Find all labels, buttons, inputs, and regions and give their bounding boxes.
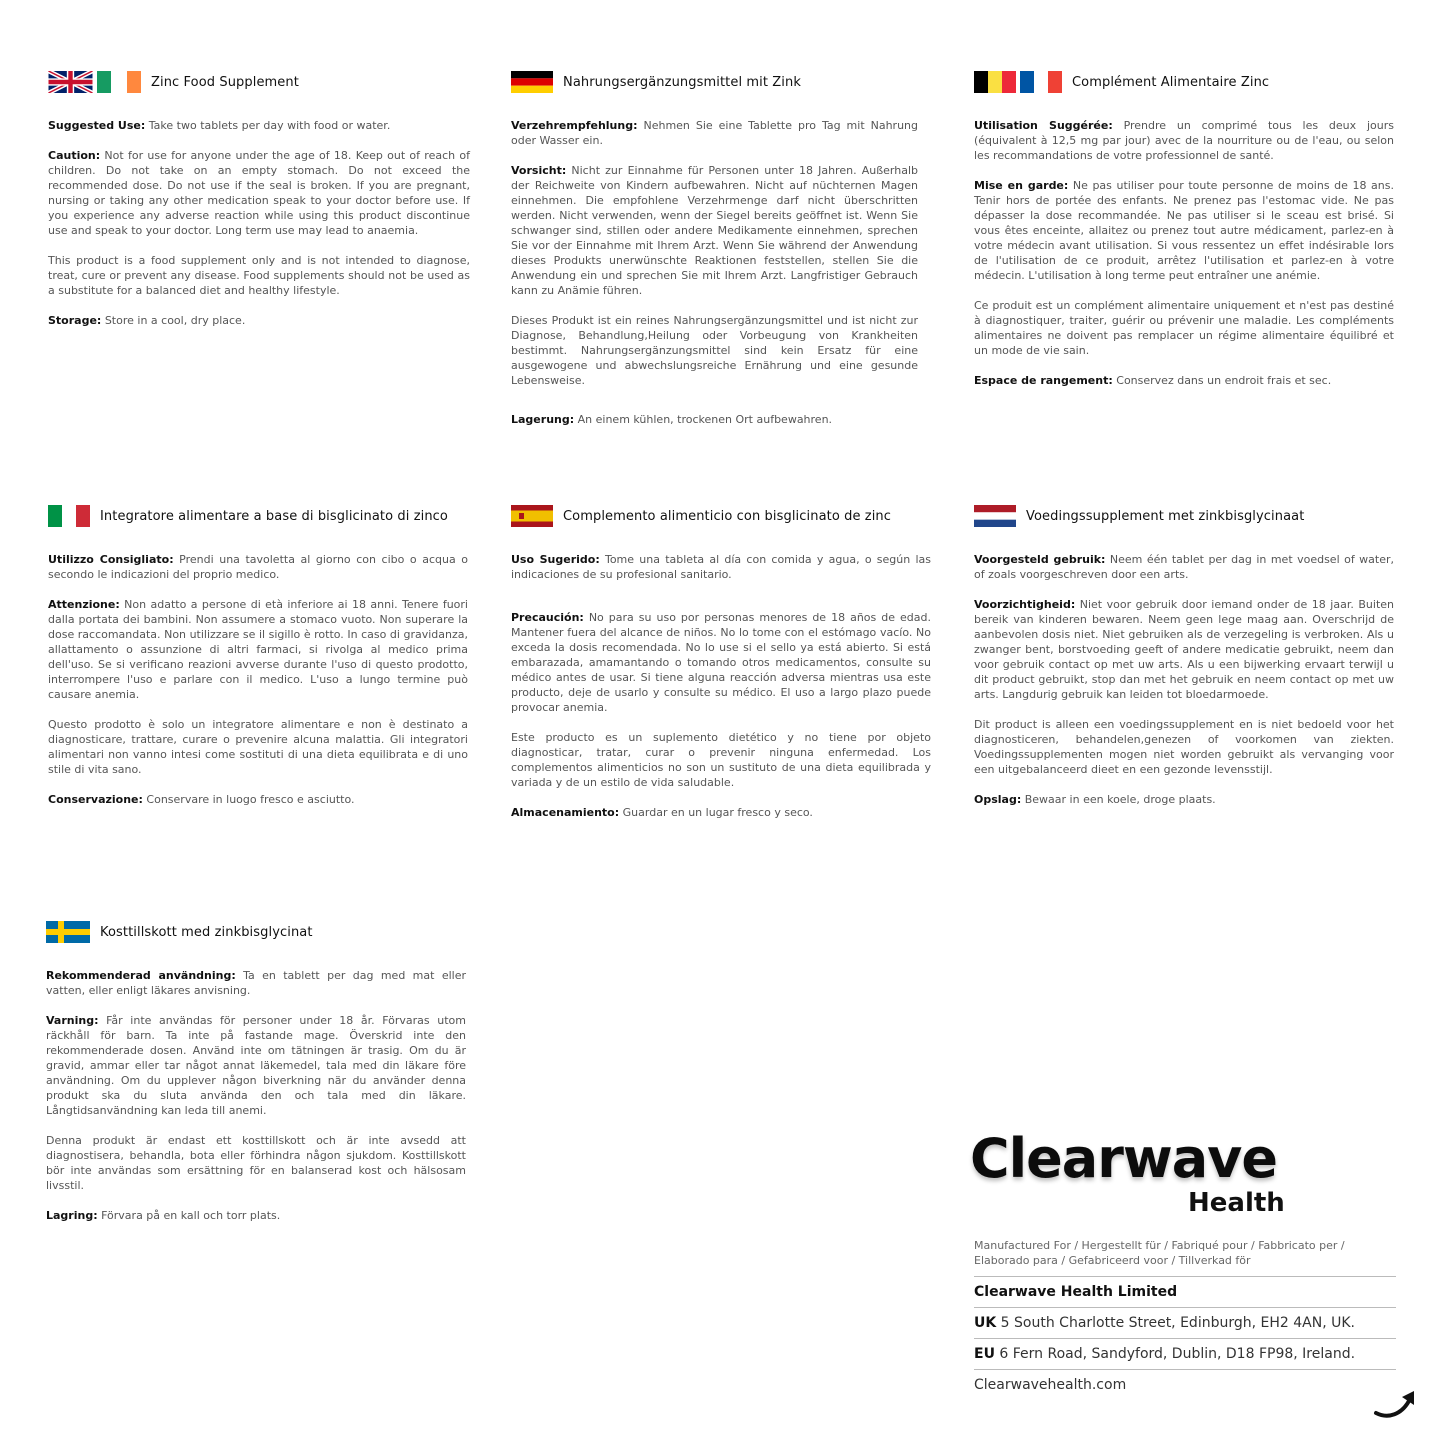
flags [511, 71, 553, 93]
suggested-use: Rekommenderad användning: Ta en tablett per dag med mat eller vatten, eller enligt läkares anvisning. [46, 969, 466, 997]
disclaimer: This product is a food supplement only and is not intended to diagnose, treat, cure or prevent any disease. Food supplements should not be used as a substitute for a balanced diet and healthy lifestyle. [48, 254, 470, 297]
curved-arrow-icon [1372, 1385, 1422, 1421]
suggested-use: Suggested Use: Take two tablets per day with food or water. [48, 119, 391, 132]
section-header [974, 68, 1394, 96]
caution: Mise en garde: Ne pas utiliser pour toute personne de moins de 18 ans. Tenir hors de portée des enfants. Ne prenez pas l'estomac vide. Ne pas dépasser la dose recommandée. Ne pas utiliser si le sceau est brisé. Si vous êtes enceinte, allaitez ou prenez tout autre médicament, parlez-en à votre médecin avant utilisation. Si vous ressentez un effet indésirable lors de l'utilisation de ce produit, arrêtez l'utilisation et parlez-en à votre médecin. L'utilisation à long terme peut entraîner une anémie. [974, 179, 1394, 282]
uk-flag-icon [48, 71, 93, 93]
disclaimer: Denna produkt är endast ett kosttillskott och är inte avsedd att diagnostisera, behandla, bota eller förhindra någon sjukdom. Kosttillskott bör inte användas som ersättning för en balanserad kost och hälsosam livsstil. [46, 1134, 466, 1192]
section-header [974, 502, 1394, 530]
brand-name: Clearwave [970, 1127, 1277, 1190]
flags [511, 505, 553, 527]
section-dutch [974, 502, 1394, 822]
flags [974, 505, 1016, 527]
section-title: Nahrungsergänzungsmittel mit Zink [563, 74, 801, 90]
section-header [48, 68, 470, 96]
france-flag-icon [1020, 71, 1062, 93]
section-title: Complément Alimentaire Zinc [1072, 74, 1270, 90]
belgium-flag-icon [974, 71, 1016, 93]
caution: Voorzichtigheid: Niet voor gebruik door iemand onder de 18 jaar. Buiten bereik van kinderen bewaren. Neem geen lege maag aan. Overschrijd de aanbevolen dosis niet. Niet gebruiken als de verzegeling is verbroken. Als u zwanger bent, borstvoeding geeft of andere medicatie gebruikt, neem dan voor gebruik contact op met uw arts. Als u een bijwerking ervaart terwijl u dit product gebruikt, stop dan met het gebruik en neem contact op met uw arts. Langdurig gebruik kan leiden tot bloedarmoede. [974, 598, 1394, 701]
flags [974, 71, 1062, 93]
section-spanish [511, 502, 931, 835]
suggested-use: Voorgesteld gebruik: Neem één tablet per dag in met voedsel of water, of zoals voorgeschreven door een arts. [974, 553, 1394, 581]
storage: Lagerung: An einem kühlen, trockenen Ort aufbewahren. [511, 413, 833, 426]
flags [48, 505, 90, 527]
section-header [46, 918, 466, 946]
section-italian [48, 502, 468, 822]
storage: Lagring: Förvara på en kall och torr plats. [46, 1209, 281, 1222]
section-title: Complemento alimenticio con bisglicinato de zinc [563, 508, 892, 524]
suggested-use: Verzehrempfehlung: Nehmen Sie eine Tablette pro Tag mit Nahrung oder Wasser ein. [511, 119, 918, 147]
brand-sub: Health [1188, 1188, 1285, 1218]
section-title: Kosttillskott med zinkbisglycinat [100, 924, 313, 940]
website-link[interactable]: Clearwavehealth.com [974, 1377, 1127, 1393]
disclaimer: Ce produit est un complément alimentaire uniquement et n'est pas destiné à diagnostiquer, traiter, guérir ou prévenir une maladie. Les compléments alimentaires ne doivent pas remplacer un régime alimentaire équilibré et un mode de vie sain. [974, 299, 1394, 357]
section-swedish [46, 918, 466, 1238]
spain-flag-icon [511, 505, 553, 527]
section-header [511, 68, 918, 96]
brand-logo [970, 1128, 1290, 1223]
ireland-flag-icon [97, 71, 141, 93]
italy-flag-icon [48, 505, 90, 527]
germany-flag-icon [511, 71, 553, 93]
disclaimer: Questo prodotto è solo un integratore alimentare e non è destinato a diagnosticare, trattare, curare o prevenire alcuna malattia. Gli integratori alimentari non vanno intesi come sostituti di una dieta equilibrata e di uno stile di vita sano. [48, 718, 468, 776]
suggested-use: Utilisation Suggérée: Prendre un comprimé tous les deux jours (équivalent à 12,5 mg par jour) avec de la nourriture ou de l'eau, ou selon les recommandations de votre professionnel de santé. [974, 119, 1394, 162]
section-title: Integratore alimentare a base di bisglicinato di zinco [100, 508, 448, 524]
caution: Attenzione: Non adatto a persone di età inferiore ai 18 anni. Tenere fuori dalla portata dei bambini. Non assumere a stomaco vuoto. Non superare la dose raccomandata. Non utilizzare se il sigillo è rotto. In caso di gravidanza, allattamento o assunzione di altri farmaci, si rivolga al medico prima dell'uso. Se si verificano reazioni avverse durante l'uso di questo prodotto, interrompere l'uso e parlare con il medico. L'uso a lungo termine può causare anemia. [48, 598, 468, 701]
section-header [48, 502, 468, 530]
suggested-use: Utilizzo Consigliato: Prendi una tavoletta al giorno con cibo o acqua o secondo le indicazioni del proprio medico. [48, 553, 468, 581]
eu-address: EU 6 Fern Road, Sandyford, Dublin, D18 FP98, Ireland. [974, 1339, 1396, 1370]
manufactured-for-note: Manufactured For / Hergestellt für / Fabriqué pour / Fabbricato per / Elaborado para / Gefabriceerd voor / Tillverkad för [974, 1238, 1396, 1277]
storage: Almacenamiento: Guardar en un lugar fresco y seco. [511, 806, 813, 819]
section-title: Voedingssupplement met zinkbisglycinaat [1026, 508, 1305, 524]
storage: Storage: Store in a cool, dry place. [48, 314, 246, 327]
storage: Conservazione: Conservare in luogo fresco e asciutto. [48, 793, 355, 806]
uk-address: UK 5 South Charlotte Street, Edinburgh, EH2 4AN, UK. [974, 1308, 1396, 1339]
caution: Varning: Får inte användas för personer under 18 år. Förvaras utom räckhåll för barn. Ta inte på fastande mage. Överskrid inte den rekommenderade dosen. Använd inte om tätningen är trasig. Om du är gravid, ammar eller tar något annat läkemedel, tala med din läkare före användning. Om du upplever någon biverkning när du använder denna produkt ska du sluta använda den och tala med din läkare. Långtidsanvändning kan leda till anemi. [46, 1014, 466, 1117]
caution: Precaución: No para su uso por personas menores de 18 años de edad. Mantener fuera del alcance de niños. No lo tome con el estómago vacío. No exceda la dosis recomendada. No lo use si el sello ya está abierto. Si está embarazada, amamantando o tomando otros medicamentos, consulte su médico antes de usar. Si tiene alguna reacción adversa mientras usa este producto, deje de usarlo y consulte su médico. El uso a largo plazo puede provocar anemia. [511, 611, 931, 714]
section-header [511, 502, 931, 530]
disclaimer: Este producto es un suplemento dietético y no tiene por objeto diagnosticar, tratar, curar o prevenir ninguna enfermedad. Los complementos alimenticios no son un sustituto de una dieta equilibrada y variada y de un estilo de vida saludable. [511, 731, 931, 789]
storage: Opslag: Bewaar in een koele, droge plaats. [974, 793, 1216, 806]
disclaimer: Dit product is alleen een voedingssupplement en is niet bedoeld voor het diagnosticeren, behandelen,genezen of voorkomen van ziekten. Voedingssupplementen mogen niet worden gebruikt als vervanging voor een uitgebalanceerd dieet en een gezonde levensstijl. [974, 718, 1394, 776]
company-name: Clearwave Health Limited [974, 1277, 1396, 1308]
flags [46, 921, 90, 943]
section-title: Zinc Food Supplement [151, 74, 299, 90]
caution: Caution: Not for use for anyone under the age of 18. Keep out of reach of children. Do not take on an empty stomach. Do not exceed the recommended dose. Do not use if the seal is broken. If you are pregnant, nursing or taking any other medication speak to your doctor before use. If you experience any adverse reaction while using this product discontinue use and speak to your doctor. Long term use may lead to anaemia. [48, 149, 470, 237]
manufacturer-block [974, 1238, 1396, 1400]
section-french [974, 68, 1394, 403]
suggested-use: Uso Sugerido: Tome una tableta al día con comida y agua, o según las indicaciones de su profesional sanitario. [511, 553, 932, 581]
storage: Espace de rangement: Conservez dans un endroit frais et sec. [974, 374, 1332, 387]
section-english [48, 68, 470, 343]
section-german [511, 68, 918, 442]
sweden-flag-icon [46, 921, 90, 943]
netherlands-flag-icon [974, 505, 1016, 527]
disclaimer: Dieses Produkt ist ein reines Nahrungsergänzungsmittel und ist nicht zur Diagnose, Behandlung,Heilung oder Vorbeugung von Krankheiten bestimmt. Nahrungsergänzungsmittel sind kein Ersatz für eine ausgewogene und abwechslungsreiche Ernährung und eine gesunde Lebensweise. [511, 314, 918, 387]
flags [48, 71, 141, 93]
caution: Vorsicht: Nicht zur Einnahme für Personen unter 18 Jahren. Außerhalb der Reichweite von Kindern aufbewahren. Nicht auf nüchternen Magen einnehmen. Die empfohlene Verzehrmenge darf nicht überschritten werden. Nicht verwenden, wenn der Siegel bereits geöffnet ist. Wenn Sie schwanger sind, stillen oder andere Medikamente einnehmen, sprechen Sie vor der Einnahme mit Ihrem Arzt. Wenn Sie während der Anwendung dieses Produkts unerwünschte Reaktionen feststellen, stellen Sie die Anwendung ein und sprechen Sie mit Ihrem Arzt. Langfristiger Gebrauch kann zu Anämie führen. [511, 164, 918, 297]
